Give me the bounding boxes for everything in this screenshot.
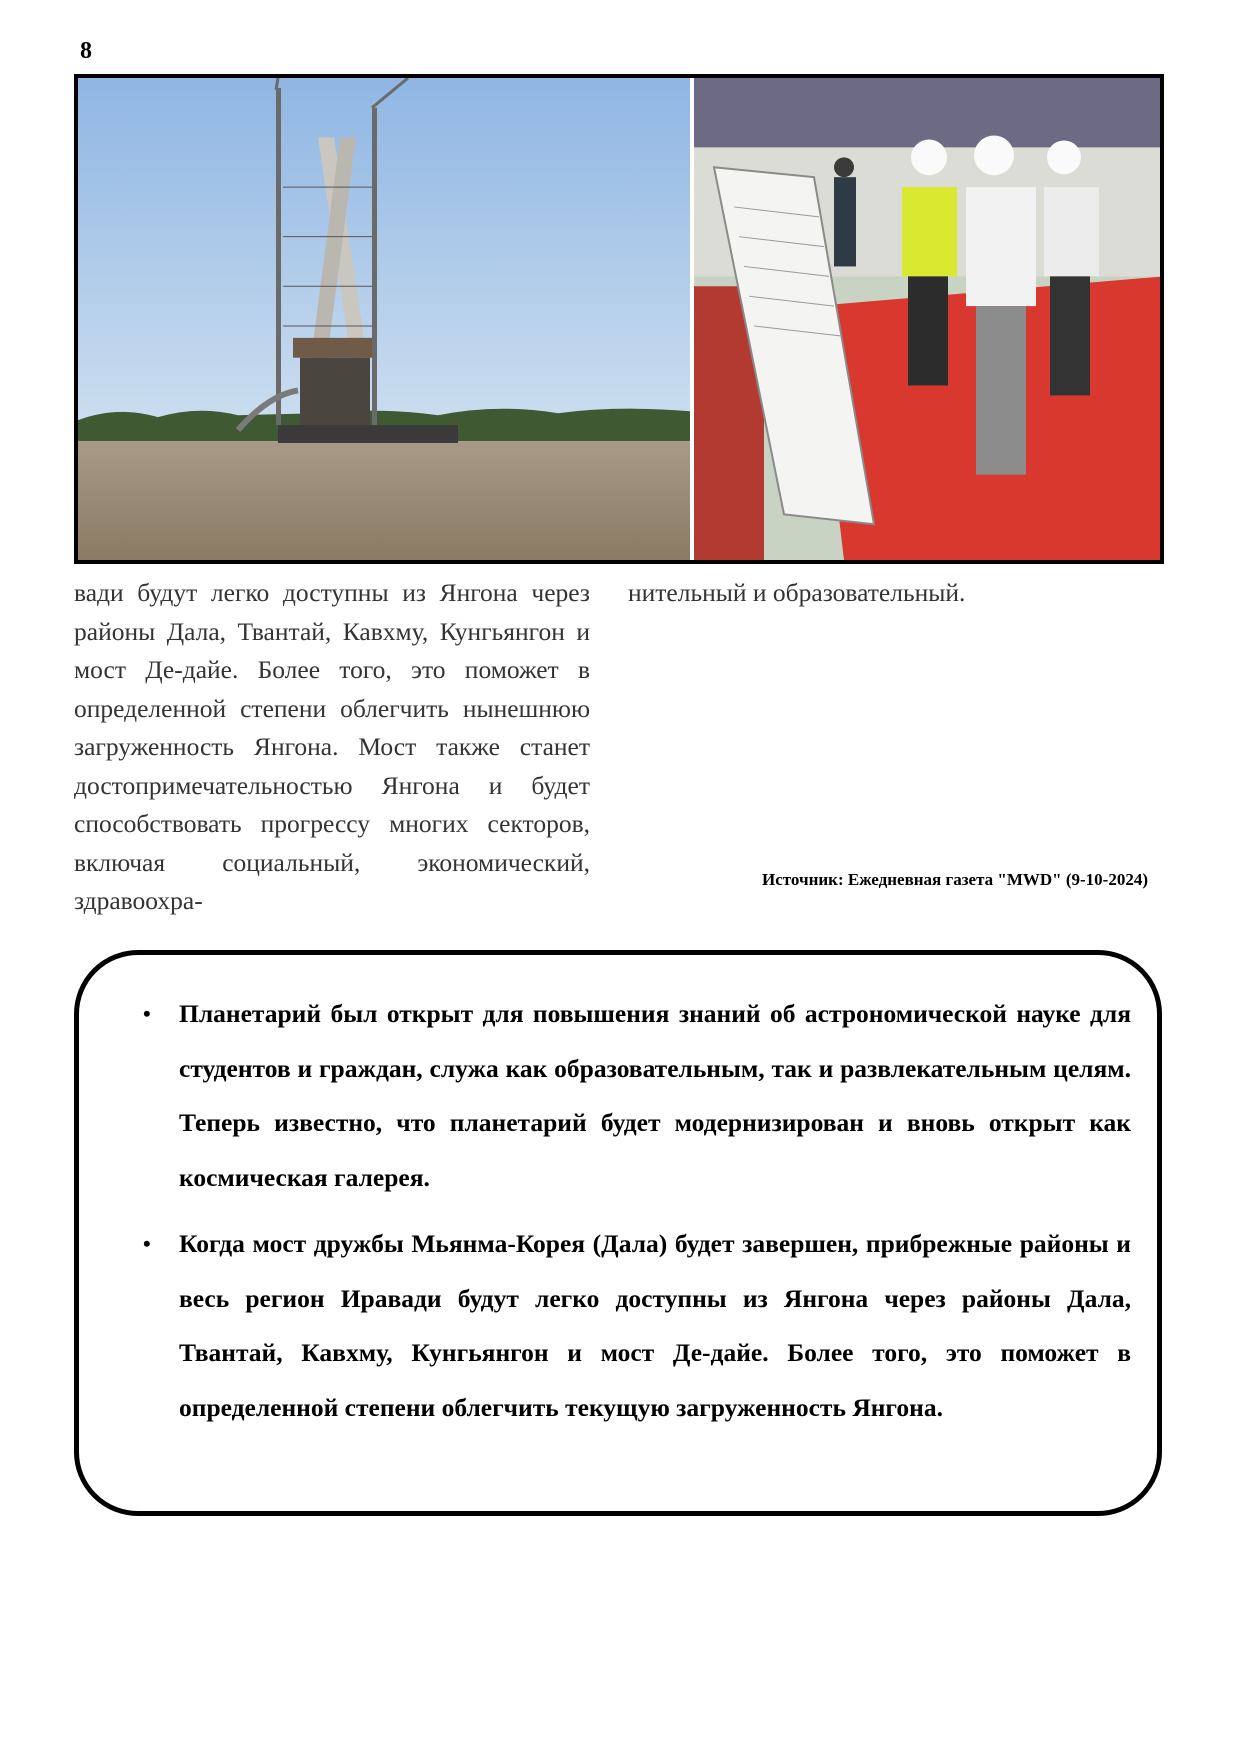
summary-item-text: Планетарий был открыт для повышения знаний об астрономической науке для студентов и граждан, служа как образовательным, так и развлекательным целям. Теперь известно, что планетарий будет модернизирован и вновь открыт как космическая галерея. <box>179 999 1131 1192</box>
bullet-icon: • <box>143 1001 151 1026</box>
summary-list <box>105 987 1131 1447</box>
article-right-column: нительный и образовательный. <box>628 578 966 607</box>
photo-frame <box>74 74 1164 564</box>
summary-item <box>63 987 1131 1205</box>
bridge-construction-photo <box>78 78 690 560</box>
summary-item-text: Когда мост дружбы Мьянма-Корея (Дала) будет завершен, прибрежные районы и весь регион Иравади будут легко доступны из Янгона через районы Дала, Твантай, Кавхму, Кунгьянгон и мост Де-дайе. Более того, это поможет в определенной степени облегчить текущую загруженность Янгона. <box>179 1229 1131 1422</box>
bullet-icon: • <box>143 1231 151 1256</box>
page-number: 8 <box>80 38 92 64</box>
article-left-column: вади будут легко доступны из Янгона через районы Дала, Твантай, Кавхму, Кунгьянгон и мост Де-дайе. Более того, это поможет в определенной степени облегчить нынешнюю загруженность Янгона. Мост также станет достопримечательностью Янгона и будет способствовать прогрессу многих секторов, включая социальный, экономический, здравоохра- <box>74 578 590 915</box>
article-source: Источник: Ежедневная газета "MWD" (9-10-2024) <box>762 870 1148 889</box>
site-inspection-photo <box>694 78 1164 560</box>
summary-item <box>63 1217 1131 1435</box>
summary-box <box>74 950 1162 1516</box>
